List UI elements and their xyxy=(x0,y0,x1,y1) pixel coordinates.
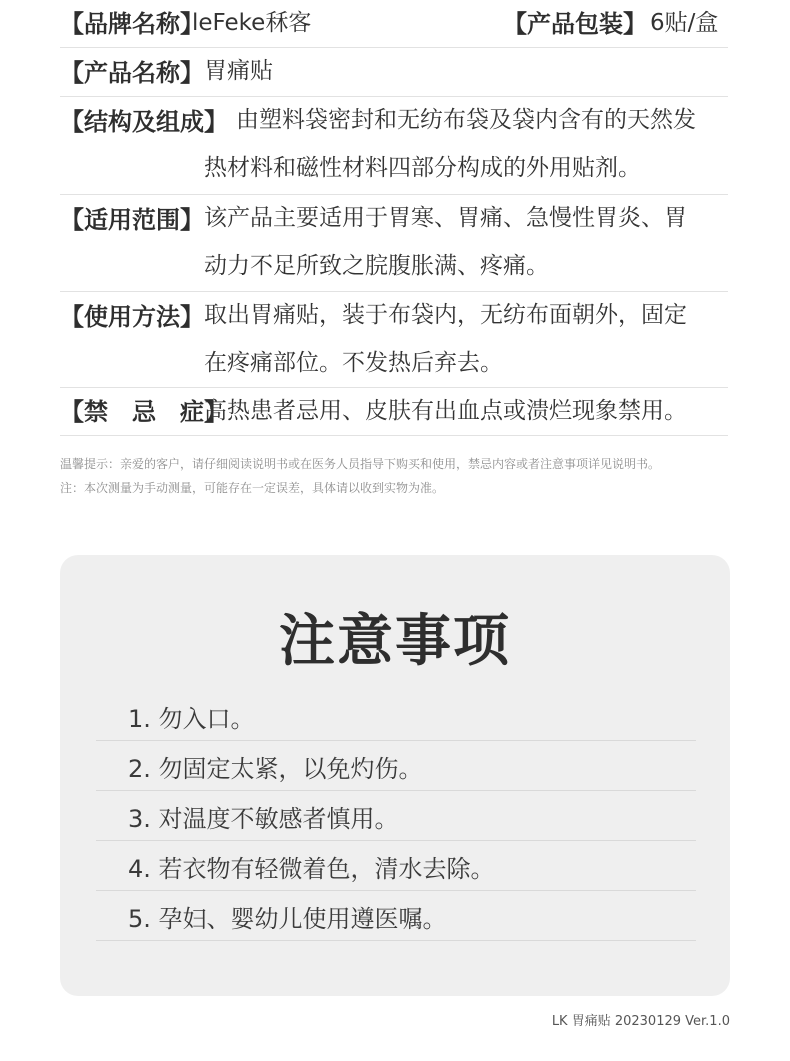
brand-value: leFeke秝客 xyxy=(192,10,312,36)
usage-line-2: 在疼痛部位。不发热后弃去。 xyxy=(204,350,503,376)
precautions-card xyxy=(60,555,730,996)
product-value: 胃痛贴 xyxy=(204,58,273,84)
contraindications-value: 高热患者忌用、皮肤有出血点或溃烂现象禁用。 xyxy=(204,398,687,424)
precaution-item xyxy=(96,691,696,741)
scope-line-2: 动力不足所致之脘腹胀满、疼痛。 xyxy=(204,253,549,279)
reminder-note: 温馨提示：亲爱的客户，请仔细阅读说明书或在医务人员指导下购买和使用，禁忌内容或者注意事项详见说明书。 xyxy=(60,457,661,471)
measurement-note: 注：本次测量为手动测量，可能存在一定误差，具体请以收到实物为准。 xyxy=(60,481,445,495)
precaution-text: 2. 勿固定太紧，以免灼伤。 xyxy=(128,755,423,783)
structure-line-1: 由塑料袋密封和无纺布袋及袋内含有的天然发 xyxy=(236,107,696,133)
usage-label: 【使用方法】 xyxy=(60,303,204,331)
structure-label: 【结构及组成】 xyxy=(60,108,228,136)
structure-line-2: 热材料和磁性材料四部分构成的外用贴剂。 xyxy=(204,155,641,181)
precaution-item xyxy=(96,791,696,841)
precaution-item xyxy=(96,741,696,791)
spec-table xyxy=(60,0,728,436)
spec-row-scope xyxy=(60,195,728,292)
precautions-title: 注意事项 xyxy=(279,609,511,674)
scope-label: 【适用范围】 xyxy=(60,206,204,234)
precaution-text: 3. 对温度不敏感者慎用。 xyxy=(128,805,399,833)
product-label: 【产品名称】 xyxy=(60,59,204,87)
scope-line-1: 该产品主要适用于胃寒、胃痛、急慢性胃炎、胃 xyxy=(204,205,687,231)
precaution-text: 4. 若衣物有轻微着色，清水去除。 xyxy=(128,855,495,883)
package-value: 6贴/盒 xyxy=(650,10,719,36)
version-footer: LK 胃痛贴 20230129 Ver.1.0 xyxy=(551,1014,730,1029)
brand-label: 【品牌名称】 xyxy=(60,10,204,38)
spec-row-product xyxy=(60,48,728,97)
spec-row-usage xyxy=(60,292,728,388)
precaution-item xyxy=(96,891,696,941)
spec-row-structure xyxy=(60,97,728,195)
precaution-text: 5. 孕妇、婴幼儿使用遵医嘱。 xyxy=(128,905,447,933)
notes xyxy=(60,452,660,500)
package-label: 【产品包装】 xyxy=(503,10,647,38)
precaution-text: 1. 勿入口。 xyxy=(128,705,255,733)
spec-row-brand xyxy=(60,0,728,48)
precaution-item xyxy=(96,841,696,891)
usage-line-1: 取出胃痛贴，装于布袋内，无纺布面朝外，固定 xyxy=(204,302,687,328)
spec-row-contraindications xyxy=(60,388,728,436)
contraindications-label: 【禁 忌 症】 xyxy=(60,398,228,426)
